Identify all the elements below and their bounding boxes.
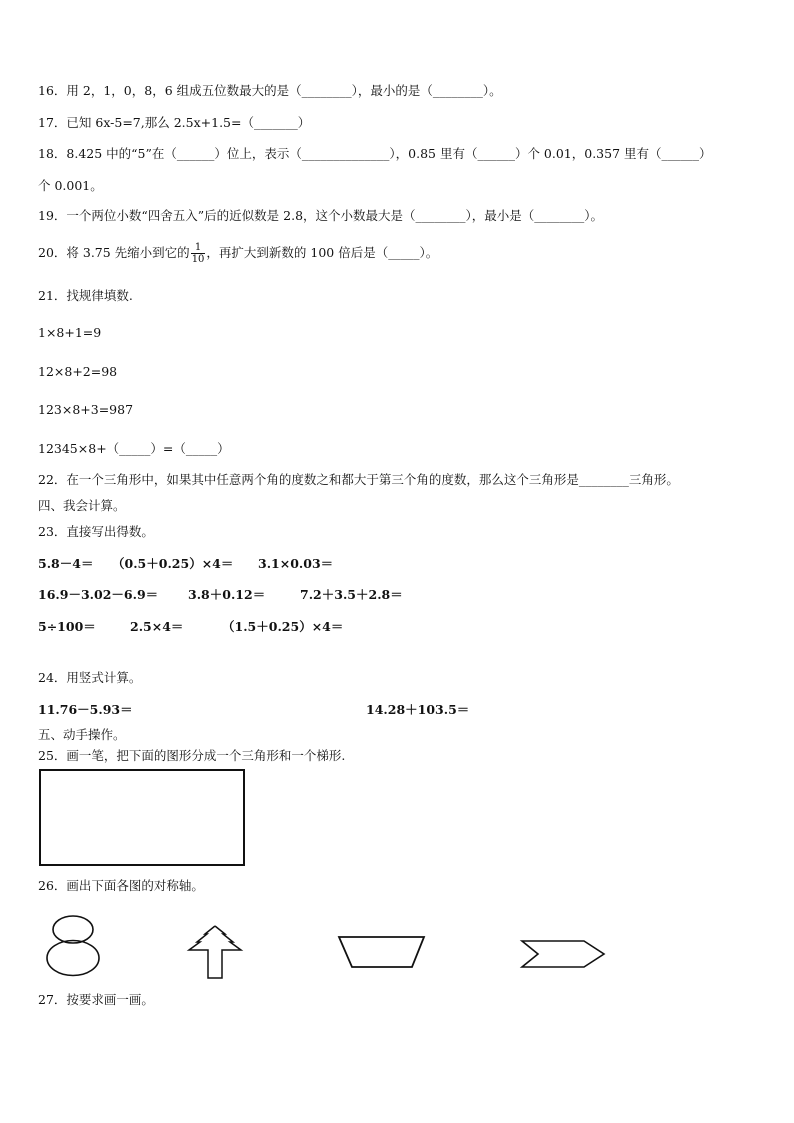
question-20: [38, 242, 438, 265]
question-20-before: 20．将 3.75 先缩小到它的: [38, 245, 190, 260]
question-22: 22．在一个三角形中，如果其中任意两个角的度数之和都大于第三个角的度数，那么这个三角形是________三角形。: [38, 472, 679, 487]
question-18-line2: 个 0.001。: [38, 178, 103, 193]
question-23-title: 23．直接写出得数。: [38, 524, 154, 539]
figure-eight-shape: [44, 915, 106, 977]
pattern-line-1: 1×8+1=9: [38, 325, 102, 340]
vertical-calc-2: 14.28＋103.5＝: [366, 702, 470, 717]
pattern-line-2: 12×8+2=98: [38, 364, 118, 379]
calc-2-1: 16.9－3.02－6.9＝: [38, 587, 159, 602]
fraction: [191, 242, 206, 265]
section-4-heading: 四、我会计算。: [38, 498, 126, 513]
pattern-line-4: 12345×8+（_____）=（_____）: [38, 441, 230, 456]
question-25: 25．画一笔，把下面的图形分成一个三角形和一个梯形.: [38, 748, 346, 763]
pattern-line-3: 123×8+3=987: [38, 402, 134, 417]
question-19: 19．一个两位小数“四舍五入”后的近似数是 2.8，这个小数最大是（________），最小是（________）。: [38, 208, 604, 223]
calc-2-3: 7.2＋3.5＋2.8＝: [300, 587, 403, 602]
question-20-after: ，再扩大到新数的 100 倍后是（_____）。: [206, 245, 439, 260]
calc-3-3: （1.5＋0.25）×4＝: [222, 619, 344, 634]
fraction-numerator: 1: [191, 242, 206, 254]
calc-3-1: 5÷100＝: [38, 619, 96, 634]
question-16: 16．用 2，1，0，8，6 组成五位数最大的是（________），最小的是（________）。: [38, 83, 502, 98]
tree-arrow-shape: [183, 924, 247, 982]
calc-1-1: 5.8－4＝: [38, 556, 94, 571]
chevron-shape: [518, 938, 608, 970]
calc-1-2: （0.5＋0.25）×4＝: [112, 556, 234, 571]
question-27: 27．按要求画一画。: [38, 992, 154, 1007]
question-26: 26．画出下面各图的对称轴。: [38, 878, 204, 893]
calc-1-3: 3.1×0.03＝: [258, 556, 334, 571]
rectangle-figure: [38, 768, 248, 868]
question-18-line1: 18．8.425 中的“5”在（______）位上，表示（______________），0.85 里有（______）个 0.01，0.357 里有（______）: [38, 146, 712, 161]
question-17: 17．已知 6x-5=7,那么 2.5x+1.5=（_______）: [38, 115, 311, 130]
vertical-calc-1: 11.76－5.93＝: [38, 702, 133, 717]
calc-3-2: 2.5×4＝: [130, 619, 184, 634]
question-24-title: 24．用竖式计算。: [38, 670, 142, 685]
calc-2-2: 3.8＋0.12＝: [188, 587, 266, 602]
section-5-heading: 五、动手操作。: [38, 727, 126, 742]
fraction-denominator: 10: [191, 254, 205, 265]
question-21-title: 21．找规律填数.: [38, 288, 133, 303]
trapezoid-shape: [336, 934, 428, 970]
